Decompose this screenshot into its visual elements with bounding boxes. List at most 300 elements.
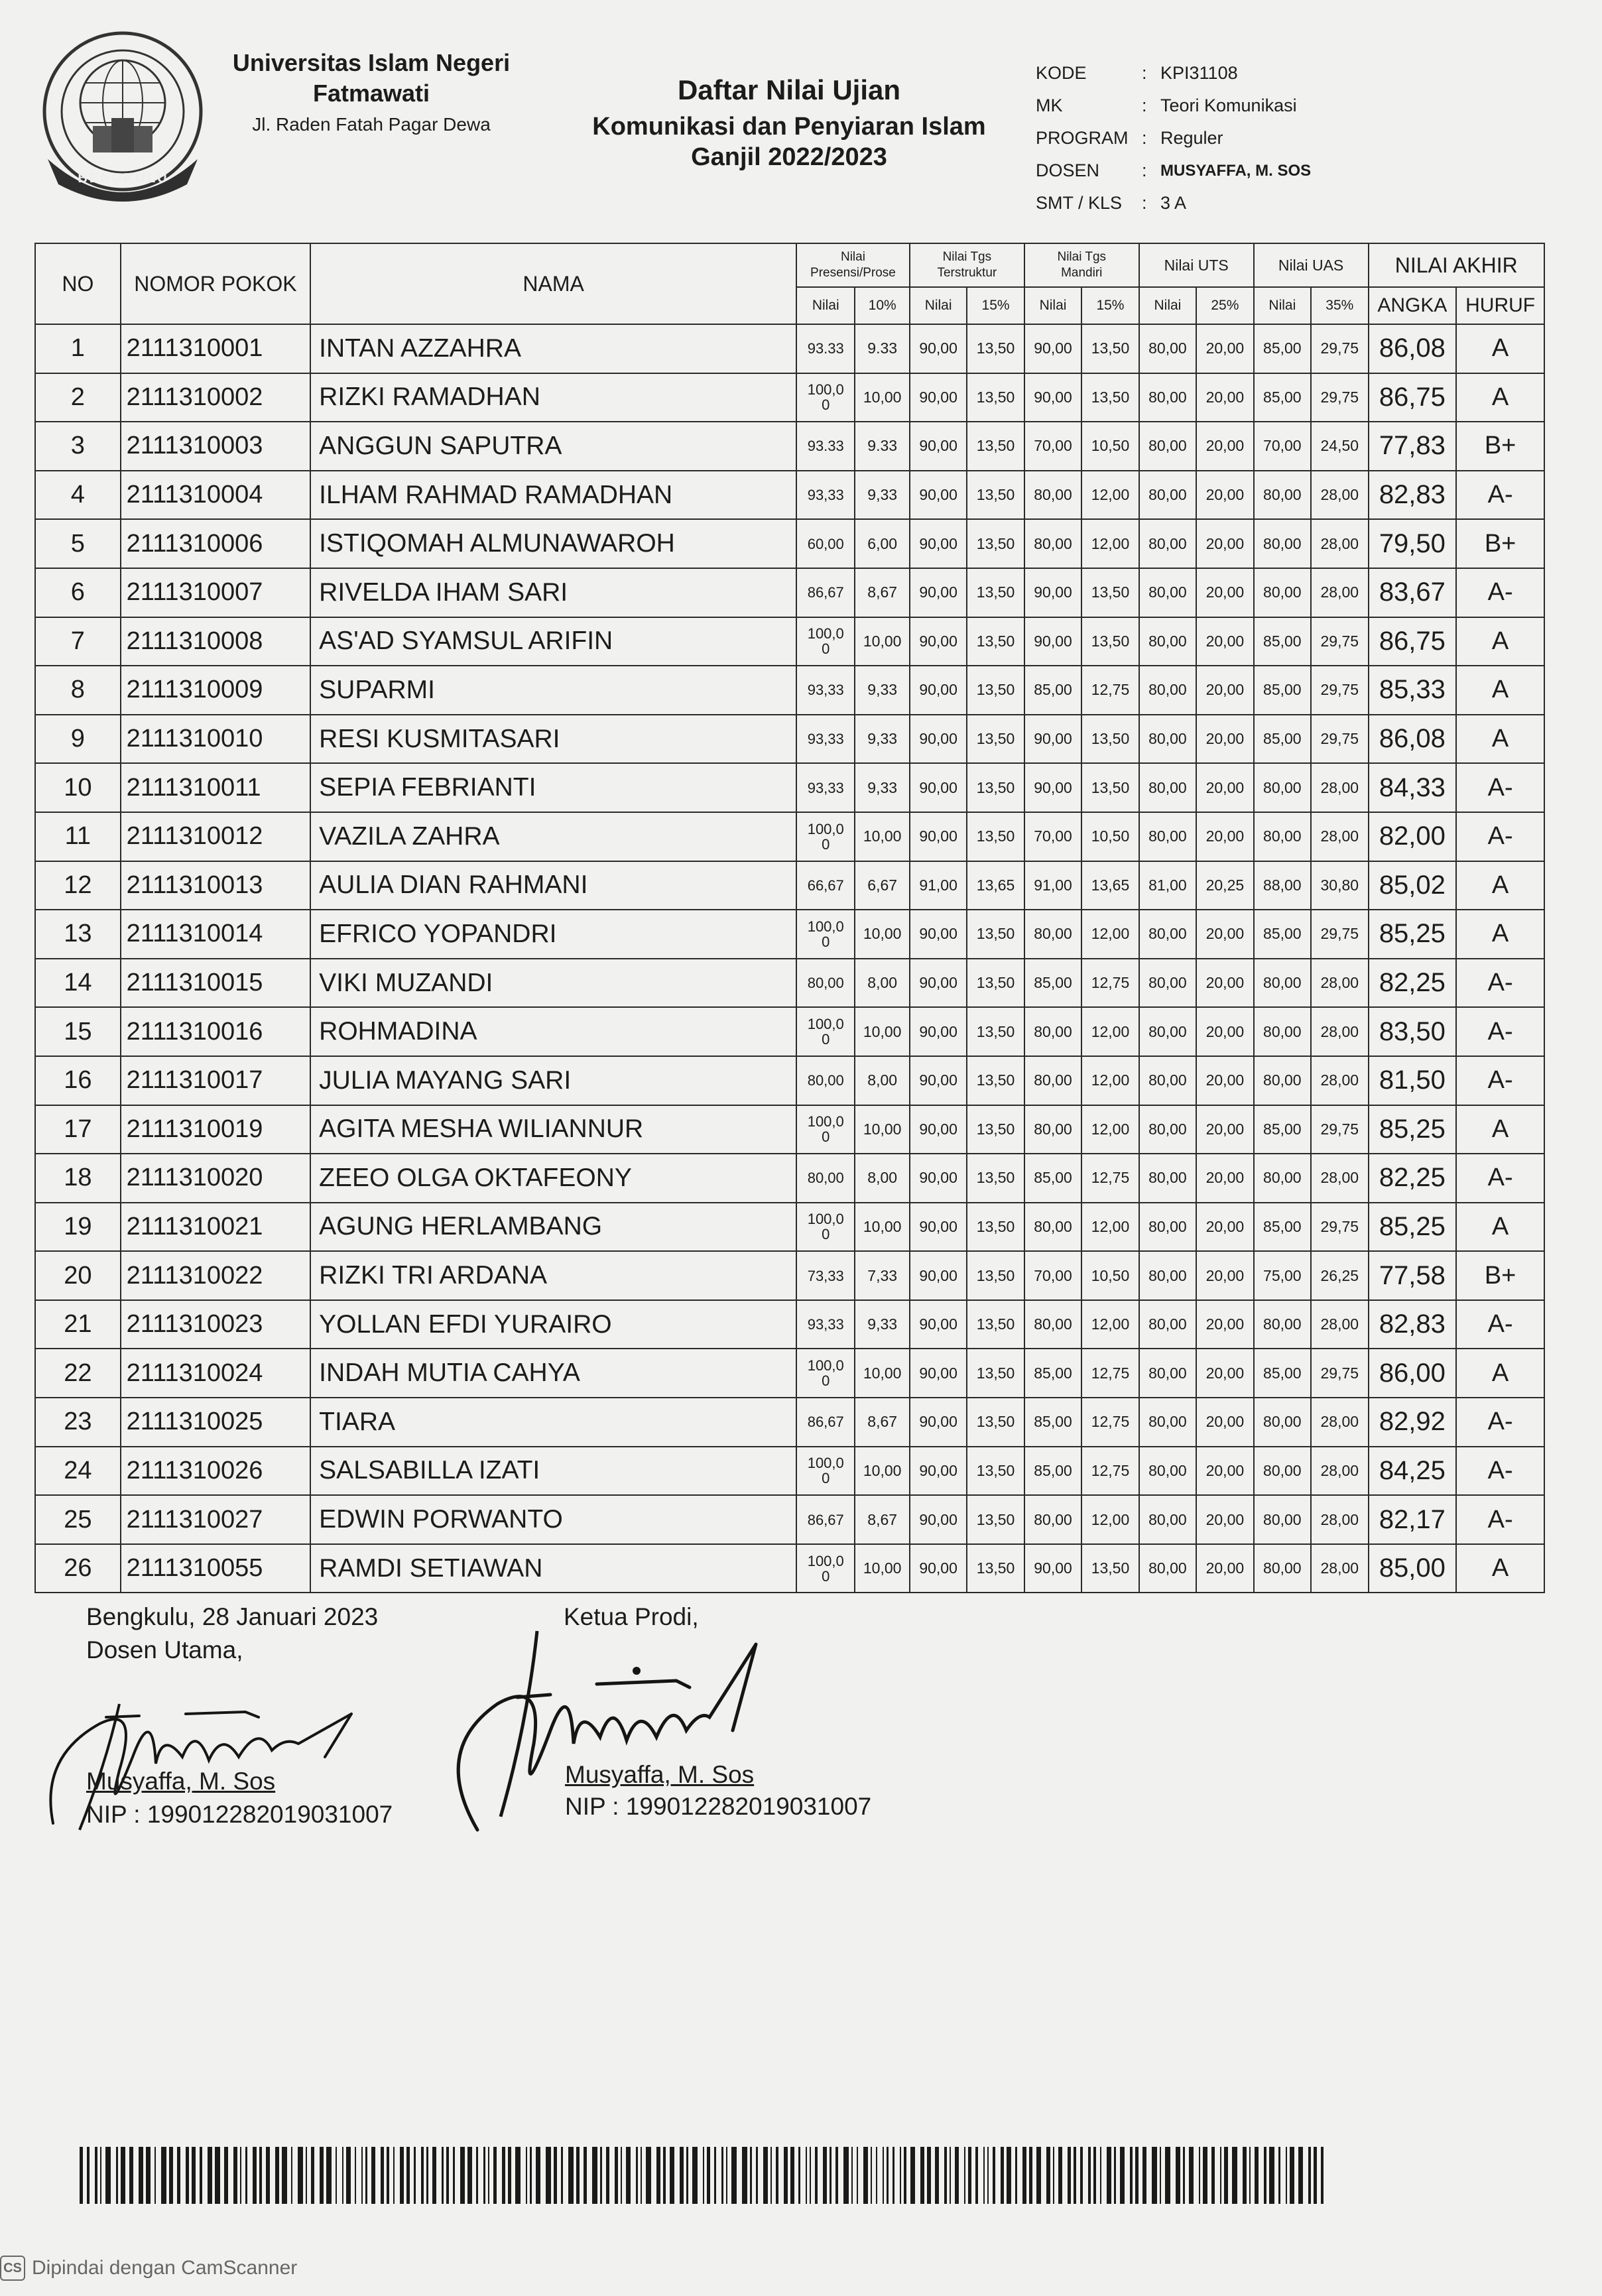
cell-nomor-pokok: 2111310012 [121, 812, 311, 861]
barcode-bar [554, 2147, 557, 2204]
table-row [35, 1398, 1544, 1447]
barcode-bar [129, 2147, 133, 2204]
cell-huruf: A- [1456, 1154, 1544, 1203]
cell-angka: 86,75 [1369, 373, 1457, 422]
barcode-bar [446, 2147, 449, 2204]
cell-nilai-presensi: 93.33 [796, 422, 855, 471]
barcode-bar [467, 2147, 472, 2204]
cell-nomor-pokok: 2111310007 [121, 568, 311, 617]
cell-mandiri-15: 12,00 [1081, 910, 1139, 959]
table-row [35, 1056, 1544, 1105]
header-nilai-akhir: NILAI AKHIR [1369, 243, 1544, 287]
cell-nama: TIARA [310, 1398, 796, 1447]
cell-nomor-pokok: 2111310013 [121, 861, 311, 910]
header-tugas-mandiri-line2: Mandiri [1061, 266, 1103, 280]
table-row [35, 1544, 1544, 1593]
meta-separator: : [1142, 95, 1147, 115]
cell-uas-35: 28,00 [1311, 519, 1368, 568]
cell-uas-35: 28,00 [1311, 812, 1368, 861]
cell-nomor-pokok: 2111310019 [121, 1105, 311, 1154]
cell-uts-25: 20,00 [1196, 1251, 1253, 1300]
cell-mandiri-15: 12,00 [1081, 519, 1139, 568]
barcode-bar [584, 2147, 587, 2204]
barcode-bar [476, 2147, 478, 2204]
cell-huruf: A [1456, 1544, 1544, 1593]
cell-uts-25: 20,00 [1196, 519, 1253, 568]
barcode-bar [381, 2147, 384, 2204]
barcode-bar [546, 2147, 551, 2204]
barcode-bar [100, 2147, 101, 2204]
barcode-bar [1220, 2147, 1221, 2204]
institution-address: Jl. Raden Fatah Pagar Dewa [252, 114, 491, 135]
barcode-bar [927, 2147, 931, 2204]
barcode-bar [806, 2147, 807, 2204]
barcode-bar [1264, 2147, 1266, 2204]
cell-presensi-10: 7,33 [855, 1251, 909, 1300]
cell-nilai-uts: 80,00 [1139, 568, 1196, 617]
prodi-nip: NIP : 199012282019031007 [565, 1793, 872, 1820]
barcode-bar [1278, 2147, 1280, 2204]
cell-no: 1 [35, 324, 121, 373]
cell-uts-25: 20,00 [1196, 471, 1253, 520]
cell-mandiri-15: 12,00 [1081, 1300, 1139, 1349]
barcode-bar [784, 2147, 788, 2204]
cell-nilai-uas: 80,00 [1254, 1544, 1311, 1593]
cell-nilai-mandiri: 85,00 [1024, 959, 1081, 1008]
cell-nilai-uas: 85,00 [1254, 910, 1311, 959]
cell-huruf: A- [1456, 763, 1544, 812]
cell-nilai-mandiri: 90,00 [1024, 617, 1081, 666]
barcode-bar [536, 2147, 540, 2204]
cell-no: 25 [35, 1495, 121, 1544]
barcode-bar [1142, 2147, 1146, 2204]
barcode-bar [1199, 2147, 1200, 2204]
barcode-bar [1130, 2147, 1133, 2204]
barcode-bar [1243, 2147, 1247, 2204]
cell-nama: AGUNG HERLAMBANG [310, 1203, 796, 1252]
cell-nilai-mandiri: 80,00 [1024, 910, 1081, 959]
cell-nilai-uas: 85,00 [1254, 666, 1311, 715]
cell-presensi-10: 6,00 [855, 519, 909, 568]
cell-nama: INTAN AZZAHRA [310, 324, 796, 373]
barcode-bar [1093, 2147, 1096, 2204]
meta-key: MK [1036, 95, 1063, 115]
cell-angka: 85,25 [1369, 1105, 1457, 1154]
table-row [35, 617, 1544, 666]
cell-presensi-10: 10,00 [855, 910, 909, 959]
header-sub-10-percent: 10% [855, 287, 909, 324]
cell-uas-35: 28,00 [1311, 1447, 1368, 1496]
header-nomor-pokok: NOMOR POKOK [121, 243, 311, 324]
cell-nilai-presensi: 73,33 [796, 1251, 855, 1300]
cell-no: 18 [35, 1154, 121, 1203]
cell-mandiri-15: 13,50 [1081, 373, 1139, 422]
cell-nilai-uts: 80,00 [1139, 1495, 1196, 1544]
header-angka: ANGKA [1369, 287, 1457, 324]
header-sub-nilai-mandiri: Nilai [1024, 287, 1081, 324]
barcode-bar [1249, 2147, 1251, 2204]
cell-nilai-mandiri: 85,00 [1024, 666, 1081, 715]
cell-uts-25: 20,00 [1196, 1398, 1253, 1447]
cell-presensi-10: 8,67 [855, 1495, 909, 1544]
cell-nilai-uas: 80,00 [1254, 1398, 1311, 1447]
cell-nilai-uas: 80,00 [1254, 959, 1311, 1008]
barcode-bar [1007, 2147, 1011, 2204]
barcode-bar [576, 2147, 580, 2204]
barcode-bar [393, 2147, 395, 2204]
cell-nilai-uts: 80,00 [1139, 666, 1196, 715]
cell-terstruktur-15: 13,50 [967, 422, 1024, 471]
barcode-bar [1080, 2147, 1083, 2204]
barcode-bar [968, 2147, 971, 2204]
cell-no: 11 [35, 812, 121, 861]
cell-presensi-10: 10,00 [855, 1447, 909, 1496]
barcode-bar [670, 2147, 674, 2204]
barcode-bar [1022, 2147, 1026, 2204]
cell-nilai-uts: 80,00 [1139, 1105, 1196, 1154]
cell-nilai-uas: 75,00 [1254, 1251, 1311, 1300]
cell-uas-35: 28,00 [1311, 1300, 1368, 1349]
cell-mandiri-15: 13,50 [1081, 617, 1139, 666]
cell-nilai-terstruktur: 90,00 [910, 1300, 967, 1349]
meta-row [1036, 122, 1311, 154]
barcode-bar [116, 2147, 118, 2204]
barcode-bar [253, 2147, 257, 2204]
cell-mandiri-15: 12,00 [1081, 1056, 1139, 1105]
cell-nilai-uas: 70,00 [1254, 422, 1311, 471]
header-sub-15-percent-mandiri: 15% [1081, 287, 1139, 324]
cell-uts-25: 20,00 [1196, 812, 1253, 861]
barcode-bar [843, 2147, 849, 2204]
cell-uts-25: 20,00 [1196, 1056, 1253, 1105]
barcode-bar [426, 2147, 428, 2204]
barcode-bar [641, 2147, 642, 2204]
cell-nilai-mandiri: 70,00 [1024, 422, 1081, 471]
cell-huruf: A- [1456, 568, 1544, 617]
barcode-bar [259, 2147, 262, 2204]
cell-uts-25: 20,00 [1196, 324, 1253, 373]
cell-nilai-presensi: 100,0 0 [796, 373, 855, 422]
barcode-bar [776, 2147, 778, 2204]
cell-huruf: A- [1456, 1007, 1544, 1056]
cell-uts-25: 20,00 [1196, 1007, 1253, 1056]
barcode-bar [80, 2147, 83, 2204]
cell-nilai-uts: 80,00 [1139, 471, 1196, 520]
cell-nilai-uts: 80,00 [1139, 910, 1196, 959]
cell-nilai-uts: 80,00 [1139, 1251, 1196, 1300]
cell-nilai-terstruktur: 90,00 [910, 666, 967, 715]
cell-nomor-pokok: 2111310014 [121, 910, 311, 959]
cell-mandiri-15: 12,00 [1081, 1105, 1139, 1154]
meta-value: MUSYAFFA, M. SOS [1160, 161, 1312, 180]
cell-nilai-mandiri: 80,00 [1024, 1300, 1081, 1349]
barcode-bar [887, 2147, 889, 2204]
cell-nilai-terstruktur: 90,00 [910, 1203, 967, 1252]
cell-nilai-mandiri: 90,00 [1024, 715, 1081, 764]
table-row [35, 1105, 1544, 1154]
cell-mandiri-15: 13,50 [1081, 715, 1139, 764]
cell-nilai-presensi: 100,0 0 [796, 1349, 855, 1398]
barcode-bar [224, 2147, 228, 2204]
header-nilai-presensi [796, 243, 910, 287]
barcode-bar [964, 2147, 965, 2204]
barcode-bar [731, 2147, 737, 2204]
cell-no: 12 [35, 861, 121, 910]
table-row [35, 812, 1544, 861]
cell-nilai-presensi: 100,0 0 [796, 812, 855, 861]
barcode-bar [1135, 2147, 1139, 2204]
barcode-bar [1036, 2147, 1041, 2204]
cell-nilai-mandiri: 90,00 [1024, 568, 1081, 617]
cell-nilai-terstruktur: 90,00 [910, 763, 967, 812]
header-sub-15-percent-terstruktur: 15% [967, 287, 1024, 324]
cell-nilai-uts: 80,00 [1139, 1447, 1196, 1496]
barcode-bar [502, 2147, 505, 2204]
barcode-bar [1298, 2147, 1303, 2204]
cell-nilai-uts: 80,00 [1139, 422, 1196, 471]
barcode-bar [606, 2147, 609, 2204]
barcode-bar [904, 2147, 906, 2204]
cell-uts-25: 20,00 [1196, 1203, 1253, 1252]
cell-nomor-pokok: 2111310006 [121, 519, 311, 568]
cell-nama: ZEEO OLGA OKTAFEONY [310, 1154, 796, 1203]
cell-uas-35: 28,00 [1311, 1154, 1368, 1203]
cell-mandiri-15: 12,00 [1081, 1007, 1139, 1056]
barcode-bar [1269, 2147, 1274, 2204]
cell-huruf: A- [1456, 1398, 1544, 1447]
cell-mandiri-15: 13,65 [1081, 861, 1139, 910]
cell-nama: AULIA DIAN RAHMANI [310, 861, 796, 910]
barcode-bar [453, 2147, 455, 2204]
cell-nama: AS'AD SYAMSUL ARIFIN [310, 617, 796, 666]
cell-nomor-pokok: 2111310004 [121, 471, 311, 520]
cell-nilai-mandiri: 70,00 [1024, 812, 1081, 861]
cell-nilai-uts: 80,00 [1139, 1203, 1196, 1252]
institution-name-line2: Fatmawati [312, 80, 430, 107]
barcode-bar [871, 2147, 872, 2204]
cell-nilai-presensi: 100,0 0 [796, 1007, 855, 1056]
barcode-bar [600, 2147, 602, 2204]
cell-uts-25: 20,00 [1196, 617, 1253, 666]
barcode-bar [1176, 2147, 1180, 2204]
cell-terstruktur-15: 13,50 [967, 666, 1024, 715]
barcode-bar [1114, 2147, 1116, 2204]
barcode-bar [1068, 2147, 1071, 2204]
cell-huruf: A [1456, 1349, 1544, 1398]
cell-nilai-presensi: 80,00 [796, 1056, 855, 1105]
table-row [35, 1203, 1544, 1252]
barcode-bar [863, 2147, 868, 2204]
cell-nomor-pokok: 2111310002 [121, 373, 311, 422]
barcode-bar [944, 2147, 947, 2204]
cell-terstruktur-15: 13,50 [967, 568, 1024, 617]
barcode-bar [987, 2147, 989, 2204]
barcode-bar [346, 2147, 351, 2204]
cell-no: 15 [35, 1007, 121, 1056]
cell-nama: RAMDI SETIAWAN [310, 1544, 796, 1593]
cell-nilai-uas: 85,00 [1254, 1349, 1311, 1398]
barcode-bar [910, 2147, 915, 2204]
cell-nilai-terstruktur: 90,00 [910, 1349, 967, 1398]
cell-nilai-uas: 88,00 [1254, 861, 1311, 910]
cell-nilai-terstruktur: 90,00 [910, 1495, 967, 1544]
cell-nilai-presensi: 100,0 0 [796, 617, 855, 666]
cell-angka: 77,83 [1369, 422, 1457, 471]
barcode-bar [154, 2147, 156, 2204]
cell-nilai-presensi: 60,00 [796, 519, 855, 568]
cell-nilai-presensi: 80,00 [796, 1154, 855, 1203]
cell-angka: 82,17 [1369, 1495, 1457, 1544]
cell-angka: 84,25 [1369, 1447, 1457, 1496]
cell-nomor-pokok: 2111310008 [121, 617, 311, 666]
meta-key: DOSEN [1036, 160, 1100, 180]
cell-angka: 85,33 [1369, 666, 1457, 715]
barcode-bar [530, 2147, 532, 2204]
cell-presensi-10: 10,00 [855, 373, 909, 422]
cell-nilai-presensi: 93.33 [796, 324, 855, 373]
cell-uts-25: 20,00 [1196, 715, 1253, 764]
cell-nilai-terstruktur: 90,00 [910, 373, 967, 422]
barcode-bar [1203, 2147, 1207, 2204]
barcode-bar [975, 2147, 978, 2204]
cell-nilai-uts: 80,00 [1139, 959, 1196, 1008]
table-row [35, 519, 1544, 568]
cell-mandiri-15: 10,50 [1081, 812, 1139, 861]
cell-nilai-uas: 80,00 [1254, 1007, 1311, 1056]
cell-mandiri-15: 13,50 [1081, 324, 1139, 373]
cell-nama: ROHMADINA [310, 1007, 796, 1056]
barcode-bar [1100, 2147, 1101, 2204]
cell-nilai-presensi: 93,33 [796, 471, 855, 520]
cell-uts-25: 20,00 [1196, 1495, 1253, 1544]
cell-nilai-presensi: 100,0 0 [796, 1544, 855, 1593]
barcode-bar [121, 2147, 125, 2204]
course-meta [1036, 57, 1311, 219]
cell-mandiri-15: 13,50 [1081, 763, 1139, 812]
table-row [35, 1007, 1544, 1056]
cell-uas-35: 28,00 [1311, 763, 1368, 812]
cell-nilai-uts: 80,00 [1139, 1398, 1196, 1447]
table-row [35, 910, 1544, 959]
cell-nilai-terstruktur: 90,00 [910, 1447, 967, 1496]
cell-uas-35: 28,00 [1311, 1495, 1368, 1544]
cell-presensi-10: 6,67 [855, 861, 909, 910]
barcode-bar [266, 2147, 270, 2204]
barcode-bar [306, 2147, 307, 2204]
cell-terstruktur-15: 13,50 [967, 1105, 1024, 1154]
cell-nilai-uas: 85,00 [1254, 324, 1311, 373]
cell-nilai-presensi: 93,33 [796, 666, 855, 715]
barcode-bar [876, 2147, 877, 2204]
cell-uts-25: 20,00 [1196, 1300, 1253, 1349]
cell-uts-25: 20,00 [1196, 373, 1253, 422]
cell-nilai-terstruktur: 90,00 [910, 812, 967, 861]
header-no: NO [35, 243, 121, 324]
cell-angka: 83,50 [1369, 1007, 1457, 1056]
cell-nilai-mandiri: 80,00 [1024, 519, 1081, 568]
meta-row [1036, 187, 1311, 219]
cell-uas-35: 28,00 [1311, 1056, 1368, 1105]
table-row [35, 471, 1544, 520]
barcode-bar [714, 2147, 716, 2204]
cell-uas-35: 29,75 [1311, 910, 1368, 959]
cell-nilai-uas: 85,00 [1254, 373, 1311, 422]
meta-value: Teori Komunikasi [1160, 95, 1297, 115]
cell-mandiri-15: 12,75 [1081, 1398, 1139, 1447]
barcode-bar [680, 2147, 684, 2204]
cell-uts-25: 20,00 [1196, 1544, 1253, 1593]
meta-separator: : [1142, 128, 1147, 148]
cell-presensi-10: 8,00 [855, 1154, 909, 1203]
barcode-bar [169, 2147, 173, 2204]
meta-value: 3 A [1160, 193, 1187, 213]
cell-angka: 83,67 [1369, 568, 1457, 617]
barcode-bar [342, 2147, 343, 2204]
cell-nilai-presensi: 66,67 [796, 861, 855, 910]
cell-terstruktur-15: 13,50 [967, 1056, 1024, 1105]
cell-nilai-terstruktur: 90,00 [910, 519, 967, 568]
cell-presensi-10: 8,00 [855, 959, 909, 1008]
barcode-bar [320, 2147, 324, 2204]
cell-uts-25: 20,00 [1196, 763, 1253, 812]
barcode-bar [830, 2147, 832, 2204]
cell-nama: RIVELDA IHAM SARI [310, 568, 796, 617]
header-sub-35-percent: 35% [1311, 287, 1368, 324]
barcode-bar [365, 2147, 367, 2204]
barcode-bar [355, 2147, 356, 2204]
barcode-bar [663, 2147, 666, 2204]
cell-uts-25: 20,00 [1196, 568, 1253, 617]
cell-presensi-10: 10,00 [855, 1105, 909, 1154]
cell-terstruktur-15: 13,50 [967, 812, 1024, 861]
barcode-bar [815, 2147, 818, 2204]
cell-uas-35: 28,00 [1311, 471, 1368, 520]
barcode-bar [139, 2147, 143, 2204]
header-nilai-presensi-line1: Nilai [840, 250, 865, 264]
barcode-bar [240, 2147, 241, 2204]
cell-nilai-uts: 80,00 [1139, 715, 1196, 764]
cell-nomor-pokok: 2111310020 [121, 1154, 311, 1203]
cell-angka: 77,58 [1369, 1251, 1457, 1300]
barcode-bar [983, 2147, 985, 2204]
barcode-bar [311, 2147, 314, 2204]
cell-nilai-presensi: 100,0 0 [796, 1203, 855, 1252]
cell-terstruktur-15: 13,50 [967, 1251, 1024, 1300]
barcode-bar [400, 2147, 404, 2204]
barcode-bar [742, 2147, 747, 2204]
barcode-bar [1224, 2147, 1228, 2204]
cell-angka: 82,83 [1369, 1300, 1457, 1349]
barcode-bar [857, 2147, 858, 2204]
camscanner-watermark [0, 2256, 297, 2281]
cell-nama: RIZKI TRI ARDANA [310, 1251, 796, 1300]
cell-terstruktur-15: 13,50 [967, 1203, 1024, 1252]
meta-value: KPI31108 [1160, 63, 1238, 83]
cell-angka: 85,02 [1369, 861, 1457, 910]
meta-separator: : [1142, 160, 1147, 180]
cell-nomor-pokok: 2111310010 [121, 715, 311, 764]
barcode-bar [1107, 2147, 1111, 2204]
header-sub-nilai-uts: Nilai [1139, 287, 1196, 324]
cell-nilai-mandiri: 85,00 [1024, 1447, 1081, 1496]
cell-no: 19 [35, 1203, 121, 1252]
cell-presensi-10: 8,00 [855, 1056, 909, 1105]
barcode-bar [1255, 2147, 1259, 2204]
header-sub-nilai-presensi: Nilai [796, 287, 855, 324]
cell-huruf: A- [1456, 1495, 1544, 1544]
table-row [35, 568, 1544, 617]
barcode-bar [1183, 2147, 1185, 2204]
